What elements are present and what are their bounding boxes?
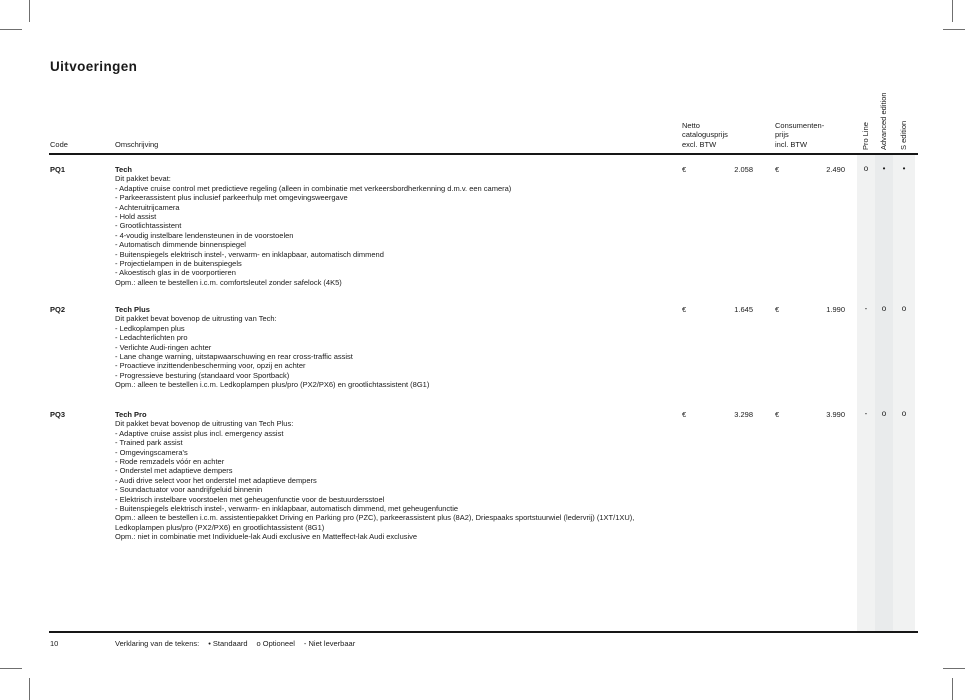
package-note-line: Opm.: niet in combinatie met Individuele-lak Audi exclusive en Matteffect-lak Audi exclusive — [115, 532, 418, 542]
currency-symbol: € — [682, 305, 687, 314]
package-feature-line: - Onderstel met adaptieve dempers — [115, 466, 233, 476]
column-header-consumer-price — [775, 121, 824, 149]
package-note-line: Opm.: alleen te bestellen i.c.m. assistentiepakket Driving en Parking pro (PZC), parkeerassistent plus (8A2), Driespaaks sportstuurwiel (ledervrij) (1XT/1XU), Ledkoplampen plus/pro (PX2/PX6) en grootlichtassistent (8G1) — [115, 513, 635, 532]
legend-not-available: - Niet leverbaar — [303, 639, 356, 648]
package-feature-line: - Progressieve besturing (standaard voor Sportback) — [115, 370, 290, 380]
package-feature-line: - Adaptive cruise control met predictieve regeling (alleen in combinatie met verkeersbordherkenning d.m.v. een camera) — [115, 183, 512, 193]
net-price — [682, 305, 753, 314]
availability-pro-line: - — [864, 304, 868, 313]
edition-column-band-advanced-edition — [875, 155, 893, 632]
net-price-amount: 2.058 — [734, 165, 753, 174]
consumer-price-header-line: prijs — [775, 130, 789, 140]
net-price-header-line: catalogusprijs — [682, 130, 728, 140]
availability-s-edition: • — [902, 164, 906, 173]
package-feature-line: - Hold assist — [115, 212, 157, 222]
net-price-header-line: excl. BTW — [682, 139, 717, 149]
consumer-price-header-line: incl. BTW — [775, 139, 808, 149]
net-price-header-line: Netto — [682, 121, 700, 130]
package-name: Tech Pro — [115, 410, 147, 419]
consumer-price-amount: 3.990 — [826, 410, 845, 419]
package-feature-line: - Achteruitrijcamera — [115, 202, 180, 212]
crop-mark — [952, 0, 953, 22]
crop-mark — [952, 678, 953, 700]
column-header-pro-line: Pro Line — [861, 122, 870, 150]
package-feature-line: - Proactieve inzittendenbescherming voor, opzij en achter — [115, 361, 306, 371]
package-name: Tech — [115, 165, 132, 174]
column-header-code: Code — [50, 140, 68, 149]
crop-mark — [29, 678, 30, 700]
consumer-price — [775, 305, 845, 314]
package-feature-line: - Lane change warning, uitstapwaarschuwing en rear cross-traffic assist — [115, 352, 353, 362]
availability-advanced-edition: o — [881, 409, 887, 418]
package-feature-line: - Projectielampen in de buitenspiegels — [115, 259, 242, 269]
net-price-amount: 3.298 — [734, 410, 753, 419]
edition-column-band-s-edition — [893, 155, 915, 632]
package-description — [115, 165, 663, 287]
availability-advanced-edition: o — [881, 304, 887, 313]
legend-optional: o Optioneel — [256, 639, 295, 648]
package-feature-line: - Parkeerassistent plus inclusief parkeerhulp met omgevingsweergave — [115, 193, 348, 203]
package-feature-line: - Elektrisch instelbare voorstoelen met geheugenfunctie voor de bestuurdersstoel — [115, 494, 385, 504]
package-name: Tech Plus — [115, 305, 150, 314]
package-feature-line: - Buitenspiegels elektrisch instel-, verwarm- en inklapbaar, automatisch dimmend — [115, 249, 384, 259]
column-header-net-price — [682, 121, 728, 149]
crop-mark — [29, 0, 30, 22]
currency-symbol: € — [775, 410, 780, 419]
package-code: PQ2 — [50, 305, 66, 314]
package-intro-line: Dit pakket bevat bovenop de uitrusting van Tech: — [115, 314, 277, 324]
package-detail-lines — [115, 174, 663, 287]
package-note-line: Opm.: alleen te bestellen i.c.m. Ledkoplampen plus/pro (PX2/PX6) en grootlichtassistent (8G1) — [115, 380, 430, 390]
consumer-price-amount: 2.490 — [826, 165, 845, 174]
package-description — [115, 305, 663, 390]
currency-symbol: € — [775, 165, 780, 174]
package-feature-line: - Ledkoplampen plus — [115, 323, 185, 333]
package-feature-line: - Omgevingscamera's — [115, 447, 188, 457]
package-feature-line: - Trained park assist — [115, 438, 183, 448]
availability-s-edition: o — [901, 304, 907, 313]
package-feature-line: - Akoestisch glas in de voorportieren — [115, 268, 236, 278]
currency-symbol: € — [682, 165, 687, 174]
column-header-advanced-edition: Advanced edition — [879, 92, 888, 150]
consumer-price — [775, 165, 845, 174]
availability-advanced-edition: • — [882, 164, 886, 173]
package-feature-line: - 4-voudig instelbare lendensteunen in de voorstoelen — [115, 230, 294, 240]
package-feature-line: - Adaptive cruise assist plus incl. emergency assist — [115, 428, 284, 438]
package-feature-line: - Grootlichtassistent — [115, 221, 182, 231]
package-feature-line: - Ledachterlichten pro — [115, 333, 188, 343]
availability-s-edition: o — [901, 409, 907, 418]
column-header-s-edition: S edition — [899, 120, 908, 150]
currency-symbol: € — [682, 410, 687, 419]
package-description — [115, 410, 663, 542]
package-feature-line: - Soundactuator voor aandrijfgeluid binnenin — [115, 485, 263, 495]
package-detail-lines — [115, 419, 663, 541]
crop-mark — [0, 29, 22, 30]
net-price — [682, 165, 753, 174]
crop-mark — [0, 668, 22, 669]
currency-symbol: € — [775, 305, 780, 314]
page-number: 10 — [50, 639, 59, 648]
consumer-price — [775, 410, 845, 419]
column-header-description: Omschrijving — [115, 140, 159, 149]
package-feature-line: - Automatisch dimmende binnenspiegel — [115, 240, 246, 250]
package-detail-lines — [115, 314, 663, 389]
package-intro-line: Dit pakket bevat bovenop de uitrusting van Tech Plus: — [115, 419, 294, 429]
package-feature-line: - Audi drive select voor het onderstel met adaptieve dempers — [115, 475, 317, 485]
availability-pro-line: - — [864, 409, 868, 418]
symbols-legend — [115, 639, 355, 648]
table-bottom-rule — [49, 631, 918, 633]
consumer-price-header-line: Consumenten- — [775, 121, 825, 130]
package-code: PQ3 — [50, 410, 66, 419]
table-header-rule — [49, 153, 918, 155]
crop-mark — [943, 29, 965, 30]
availability-pro-line: o — [863, 164, 869, 173]
package-feature-line: - Rode remzadels vóór en achter — [115, 457, 225, 467]
net-price — [682, 410, 753, 419]
net-price-amount: 1.645 — [734, 305, 753, 314]
edition-column-band-pro-line — [857, 155, 875, 632]
page-title: Uitvoeringen — [50, 59, 138, 74]
consumer-price-amount: 1.990 — [826, 305, 845, 314]
package-feature-line: - Verlichte Audi-ringen achter — [115, 342, 212, 352]
package-code: PQ1 — [50, 165, 66, 174]
legend-label: Verklaring van de tekens: — [115, 639, 200, 648]
package-intro-line: Dit pakket bevat: — [115, 174, 171, 184]
legend-standard: • Standaard — [208, 639, 248, 648]
package-note-line: Opm.: alleen te bestellen i.c.m. comfortsleutel zonder safelock (4K5) — [115, 277, 342, 287]
package-feature-line: - Buitenspiegels elektrisch instel-, verwarm- en inklapbaar, automatisch dimmend, met geheugenfunctie — [115, 504, 459, 514]
crop-mark — [943, 668, 965, 669]
